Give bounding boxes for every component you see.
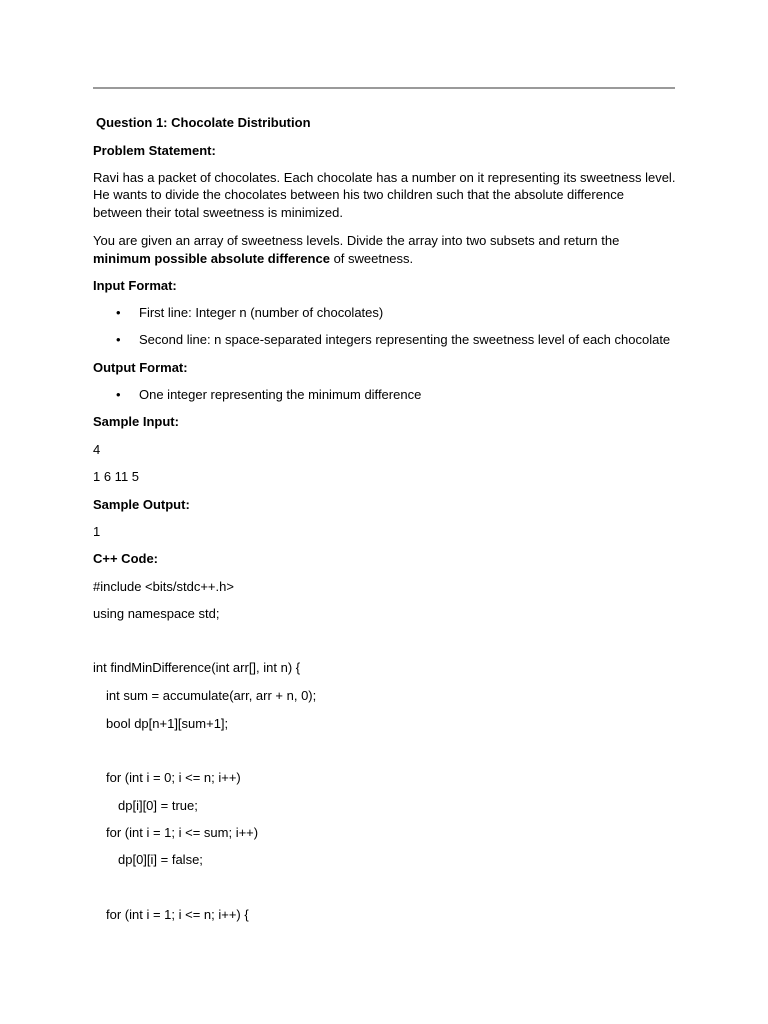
code-line: for (int i = 0; i <= n; i++) <box>106 770 241 785</box>
question-title: Question 1: Chocolate Distribution <box>96 115 311 130</box>
code-line: for (int i = 1; i <= n; i++) { <box>106 907 249 922</box>
code-line: int findMinDifference(int arr[], int n) { <box>93 660 301 675</box>
bullet-icon: • <box>116 387 121 402</box>
code-line: using namespace std; <box>93 606 220 621</box>
code-line: dp[i][0] = true; <box>118 798 198 813</box>
bullet-icon: • <box>116 332 121 347</box>
code-line: dp[0][i] = false; <box>118 852 203 867</box>
paragraph-1-line-3: between their total sweetness is minimized. <box>93 205 344 220</box>
paragraph-2-line-1: You are given an array of sweetness levels. Divide the array into two subsets and return the <box>93 233 620 248</box>
bullet-icon: • <box>116 305 121 320</box>
sample-input-heading: Sample Input: <box>93 414 179 429</box>
code-line: for (int i = 1; i <= sum; i++) <box>106 825 259 840</box>
list-item-text: One integer representing the minimum difference <box>139 387 422 402</box>
list-item-text: Second line: n space-separated integers representing the sweetness level of each chocolate <box>139 332 671 347</box>
list-item <box>116 331 670 349</box>
sample-input-line-2: 1 6 11 5 <box>93 469 140 484</box>
paragraph-2-line-2 <box>93 250 413 268</box>
paragraph-1-line-1: Ravi has a packet of chocolates. Each chocolate has a number on it representing its sweetness level. <box>93 170 676 185</box>
header-divider <box>93 87 675 89</box>
code-line: #include <bits/stdc++.h> <box>93 579 234 594</box>
code-heading: C++ Code: <box>93 551 159 566</box>
sample-output-heading: Sample Output: <box>93 497 190 512</box>
code-line: int sum = accumulate(arr, arr + n, 0); <box>106 688 317 703</box>
input-format-heading: Input Format: <box>93 278 177 293</box>
code-line: bool dp[n+1][sum+1]; <box>106 716 229 731</box>
sample-output-value: 1 <box>93 524 101 539</box>
paragraph-2-emphasis: minimum possible absolute difference <box>93 251 330 266</box>
paragraph-1-line-2: He wants to divide the chocolates between his two children such that the absolute difference <box>93 187 624 202</box>
list-item-text: First line: Integer n (number of chocolates) <box>139 305 384 320</box>
paragraph-2-tail: of sweetness. <box>329 251 414 266</box>
list-item <box>116 386 421 404</box>
problem-statement-heading: Problem Statement: <box>93 143 216 158</box>
sample-input-line-1: 4 <box>93 442 101 457</box>
output-format-heading: Output Format: <box>93 360 188 375</box>
list-item <box>116 304 383 322</box>
